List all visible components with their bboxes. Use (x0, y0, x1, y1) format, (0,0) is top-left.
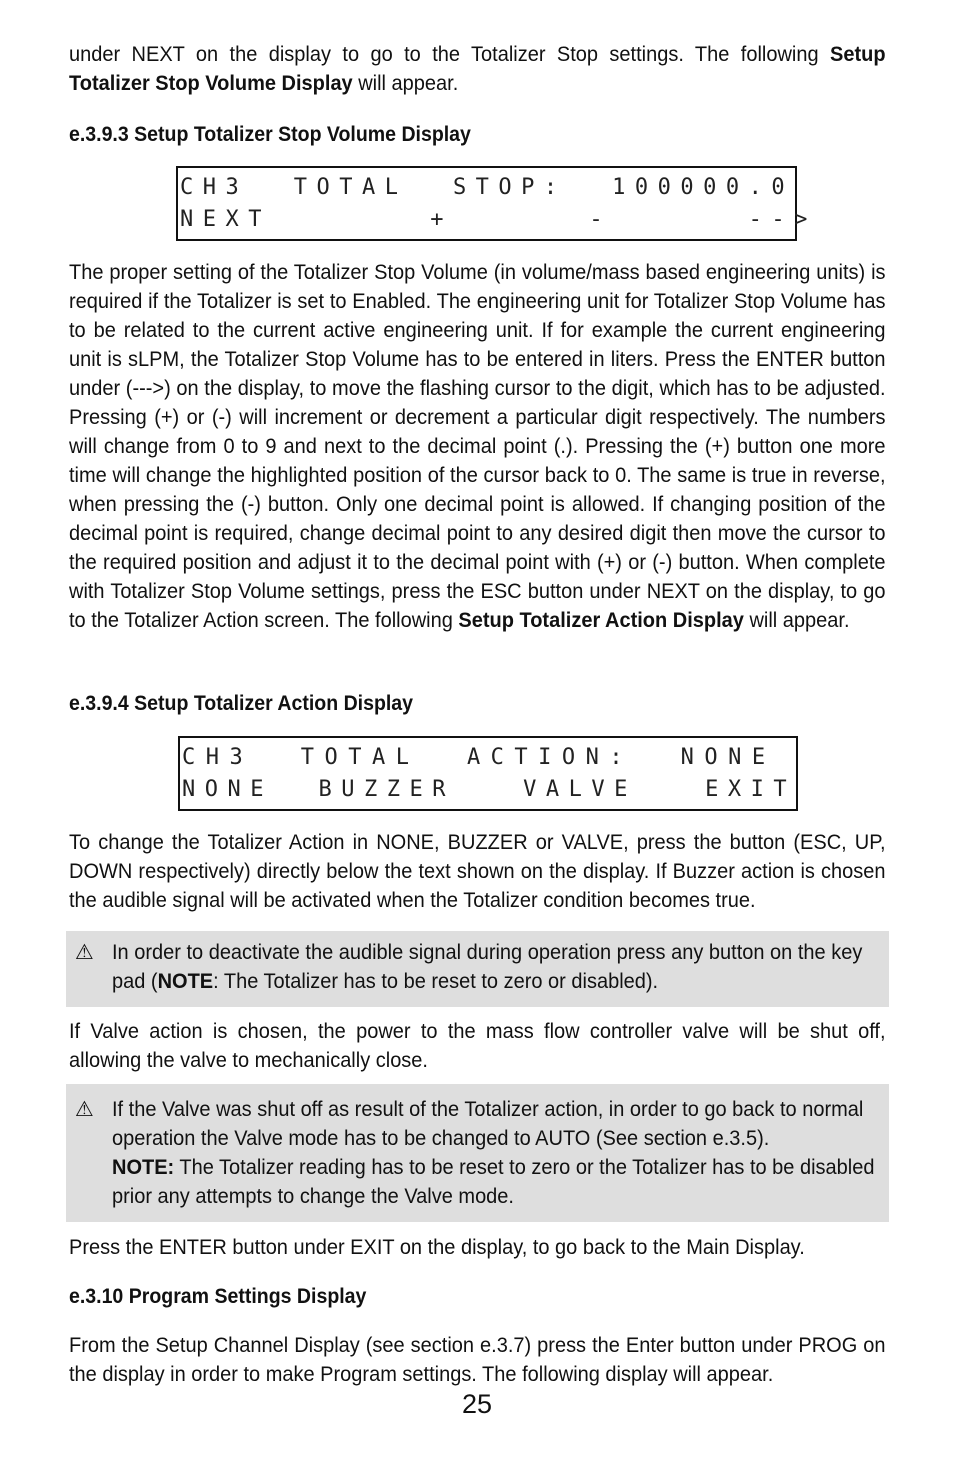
warning-icon: ⚠ (75, 940, 94, 964)
lcd-row-2: NEXT + - --> (180, 207, 817, 232)
page-number: 25 (461, 1389, 493, 1419)
intro-paragraph: under NEXT on the display to go to the Totalizer Stop settings. The following Setup Totalizer Stop Volume Display will appear. (69, 42, 886, 95)
lcd-row-1: CH3 TOTAL STOP: 100000.0 (180, 175, 795, 200)
section-heading-e393: e.3.9.3 Setup Totalizer Stop Volume Display (69, 123, 471, 146)
lcd-row-1: CH3 TOTAL ACTION: NONE (182, 745, 776, 770)
warning-note-buzzer (66, 931, 889, 1007)
section-heading-e310: e.3.10 Program Settings Display (69, 1285, 367, 1308)
lcd-row-2: NONE BUZZER VALVE EXIT (182, 777, 797, 802)
stop-volume-paragraph: The proper setting of the Totalizer Stop Volume (in volume/mass based engineering units) is required if the Totalizer is set to Enabled. The engineering unit for Totalizer Stop Volume has to be related to the current active engineering unit. If for example the current engineering unit is sLPM, the Totalizer Stop Volume has to be entered in liters. Press the ENTER button under (--->) on the display, to move the flashing cursor to the digit, which has to be adjusted. Pressing (+) or (-) will increment or decrement a particular digit respectively. The numbers will change from 0 to 9 and next to the decimal point (.). Pressing the (+) button one more time will change the highlighted position of the cursor back to 0. The same is true in reverse, when pressing the (-) button. Only one decimal point is allowed. If changing position of the decimal point is required, change decimal point to any desired digit then move the cursor to the required position and adjust it to the decimal point with (+) or (-) button. When complete with Totalizer Stop Volume settings, press the ESC button under NEXT on the display, to go to the Totalizer Action screen. The following Setup Totalizer Action Display will appear. (69, 260, 886, 632)
warning-icon: ⚠ (75, 1097, 94, 1121)
lcd-totalizer-action (178, 736, 798, 811)
valve-paragraph: If Valve action is chosen, the power to the mass flow controller valve will be shut off, allowing the valve to mechanically close. (69, 1019, 886, 1072)
program-paragraph: From the Setup Channel Display (see section e.3.7) press the Enter button under PROG on the display in order to make Program settings. The following display will appear. (69, 1333, 886, 1386)
section-heading-e394: e.3.9.4 Setup Totalizer Action Display (69, 692, 414, 715)
lcd-totalizer-stop (176, 166, 817, 241)
exit-paragraph: Press the ENTER button under EXIT on the display, to go back to the Main Display. (69, 1235, 805, 1259)
action-paragraph: To change the Totalizer Action in NONE, BUZZER or VALVE, press the button (ESC, UP, DOWN respectively) directly below the text shown on the display. If Buzzer action is chosen the audible signal will be activated when the Totalizer condition becomes true. (69, 830, 886, 912)
note-text: In order to deactivate the audible signal during operation press any button on the key pad (NOTE: The Totalizer has to be reset to zero or disabled). (112, 940, 863, 993)
note-text: If the Valve was shut off as result of the Totalizer action, in order to go back to normal operation the Valve mode has to be changed to AUTO (See section e.3.5). NOTE: The Totalizer reading has to be reset to zero or the Totalizer has to be disabled prior any attempts to change the Valve mode. (112, 1097, 875, 1208)
warning-note-valve (66, 1084, 889, 1222)
